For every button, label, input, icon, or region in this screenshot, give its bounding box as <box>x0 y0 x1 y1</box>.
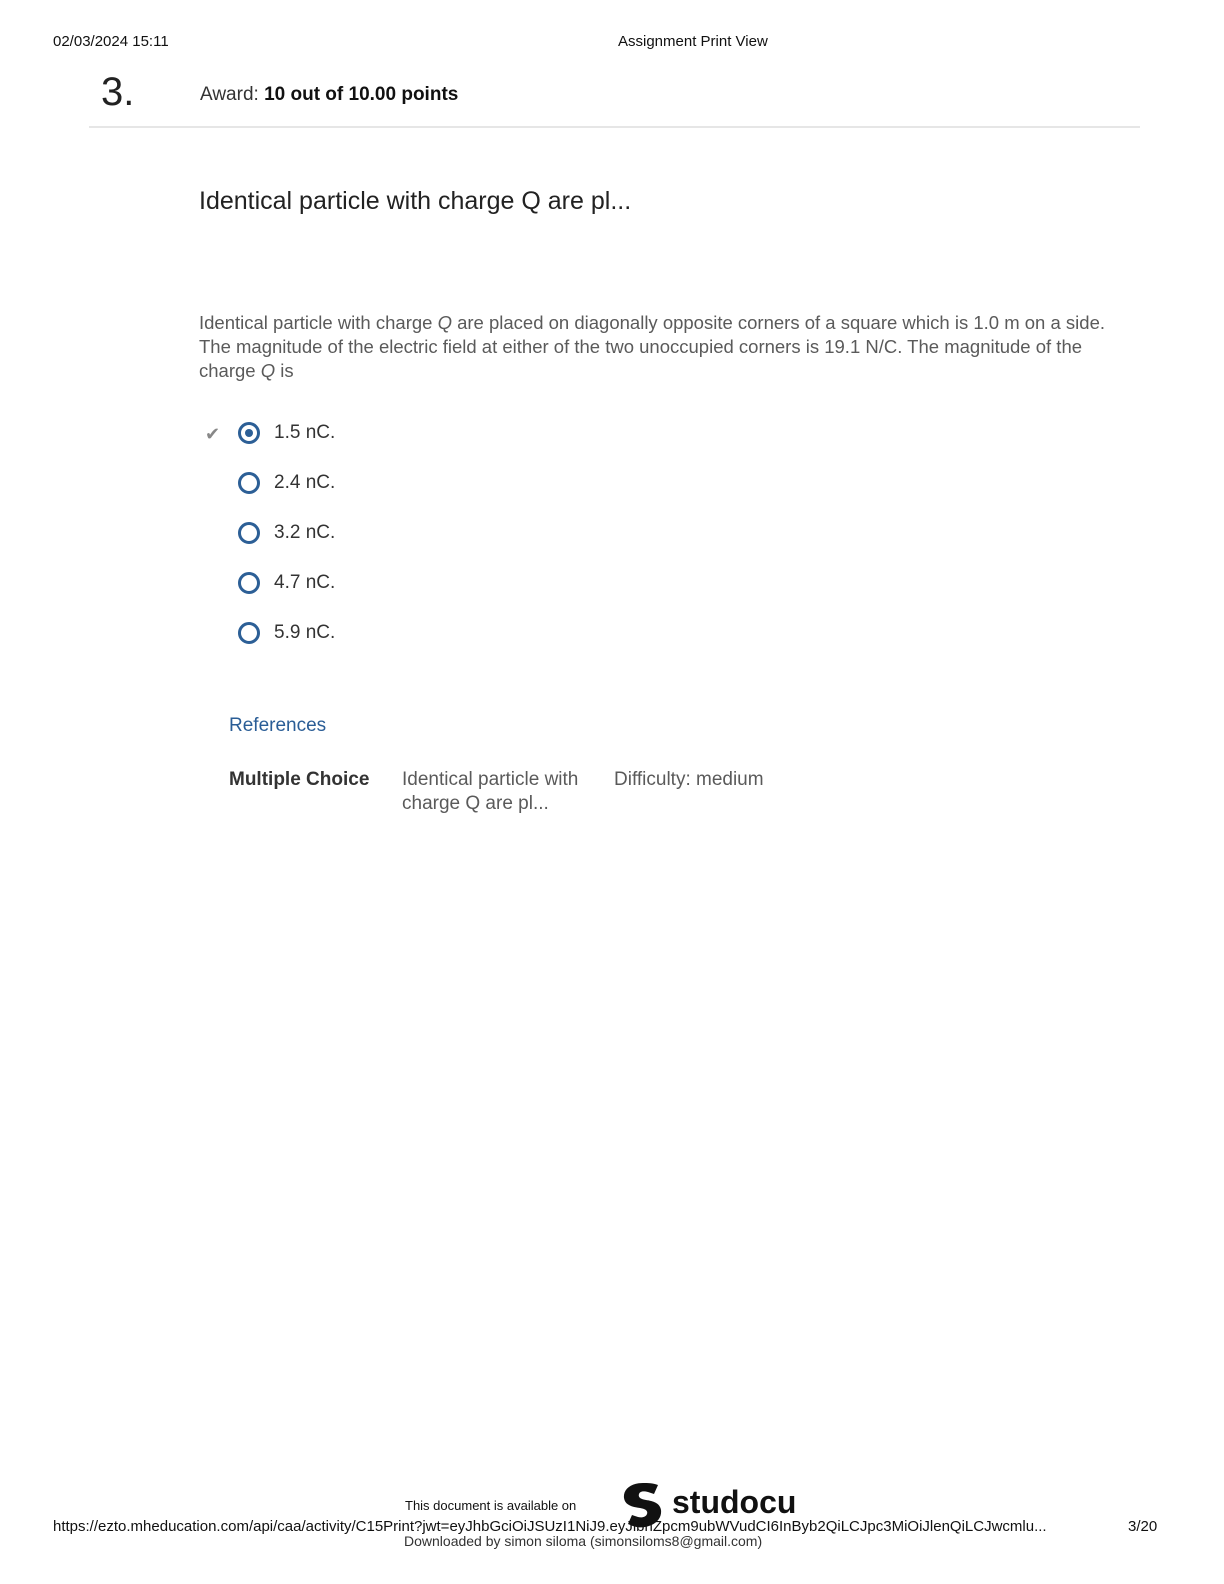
reference-title: Identical particle with charge Q are pl... <box>402 769 579 814</box>
variable-q: Q <box>437 312 452 333</box>
question-number: 3. <box>101 70 135 114</box>
radio-button-icon[interactable] <box>238 572 260 594</box>
radio-button-icon[interactable] <box>238 622 260 644</box>
answer-option[interactable] <box>238 468 335 498</box>
award-prefix: Award: <box>200 84 259 105</box>
studocu-brand: studocu <box>672 1484 797 1520</box>
radio-button-selected-icon[interactable] <box>238 422 260 444</box>
answer-option-label: 1.5 nC. <box>274 422 336 443</box>
answer-option-label: 5.9 nC. <box>274 622 336 643</box>
print-view-title: Assignment Print View <box>618 33 768 50</box>
answer-option-label: 3.2 nC. <box>274 522 336 543</box>
variable-q: Q <box>260 360 276 381</box>
award-score <box>200 84 458 106</box>
answer-option-label: 4.7 nC. <box>274 572 336 593</box>
answer-option[interactable] <box>238 618 335 648</box>
radio-button-icon[interactable] <box>238 472 260 494</box>
page-number: 3/20 <box>1128 1518 1158 1535</box>
award-value: 10 out of 10.00 points <box>264 84 459 105</box>
header-divider <box>89 126 1140 128</box>
answer-option[interactable] <box>238 568 335 598</box>
downloaded-by-text: Downloaded by simon siloma (simonsiloms8@gmail.com) <box>404 1533 763 1549</box>
checkmark-icon: ✔ <box>205 424 221 444</box>
answer-option-label: 2.4 nC. <box>274 472 336 493</box>
question-text: Identical particle with charge Q are placed on diagonally opposite corners of a square which is 1.0 m on a side. The magnitude of the electric field at either of the two unoccupied corners is 19.1 N/C. The magnitude of the charge Q is <box>199 312 1105 381</box>
question-title: Identical particle with charge Q are pl... <box>199 187 632 215</box>
question-type: Multiple Choice <box>229 769 370 790</box>
answer-option[interactable] <box>238 418 335 448</box>
answer-option[interactable] <box>238 518 335 548</box>
radio-button-icon[interactable] <box>238 522 260 544</box>
available-on-text: This document is available on <box>405 1498 577 1513</box>
difficulty-label: Difficulty: medium <box>614 769 764 790</box>
print-datetime: 02/03/2024 15:11 <box>53 33 169 50</box>
source-url: https://ezto.mheducation.com/api/caa/activity/C15Print?jwt=eyJhbGciOiJSUzI1NiJ9.eyJlbnZpcm9ubWVudCI6InByb2QiLCJpc3MiOiJlenQiLCJwcmlu... <box>53 1518 1047 1535</box>
references-link[interactable]: References <box>229 715 327 736</box>
